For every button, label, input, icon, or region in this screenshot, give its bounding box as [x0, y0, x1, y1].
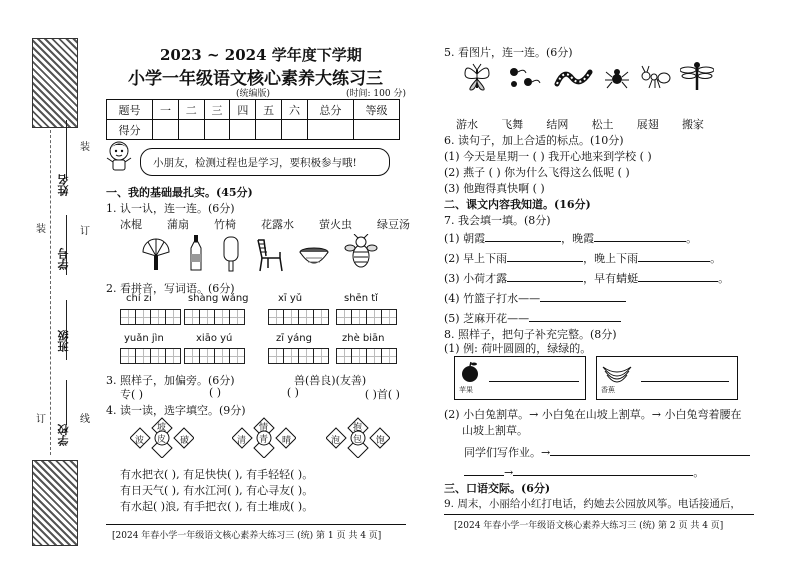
q2-grid-7[interactable]: [268, 348, 328, 367]
spider-icon: [604, 64, 630, 90]
q5-word: 展翅: [636, 118, 659, 131]
score-input-cell[interactable]: [256, 120, 282, 140]
score-input-cell[interactable]: [282, 120, 308, 140]
score-header-row: [107, 100, 400, 120]
score-input-cell[interactable]: [307, 120, 353, 140]
cluster-bao-center: 包: [353, 435, 363, 445]
q7-line-4: [444, 290, 764, 306]
score-cell: 题号: [107, 100, 153, 120]
seal-char-3: 线: [80, 414, 90, 425]
q5-word: 游水: [456, 118, 478, 131]
q2-grid-3[interactable]: [268, 309, 328, 328]
score-cell: 六: [282, 100, 308, 120]
tadpoles-icon: [506, 66, 542, 90]
q2-pinyin-1: chí zi: [126, 293, 152, 304]
q8-2-line-b: 山坡上割草。: [462, 424, 528, 437]
q2-pinyin-7: zī yáng: [276, 333, 312, 344]
binding-hatch-bottom: [32, 460, 78, 546]
q7-prompt: (4) 竹篮子打水——: [444, 292, 541, 305]
q2-pinyin-6: xiāo yú: [196, 333, 233, 344]
q7-blank[interactable]: [507, 281, 583, 282]
q8-2-blank[interactable]: [550, 455, 750, 456]
dragonfly-icon: [680, 60, 714, 92]
q8-apple-blank[interactable]: [489, 381, 579, 382]
cluster-bao-right: 饱: [376, 436, 386, 446]
q7-blank[interactable]: [485, 241, 561, 242]
q2-pinyin-2: shàng wǎng: [188, 293, 249, 304]
q8-2-blank[interactable]: [513, 475, 693, 476]
cluster-qing-center: 青: [259, 435, 269, 445]
binding-dashed-line: [50, 130, 51, 455]
q5-word: 结网: [546, 118, 569, 131]
q7-blank[interactable]: [638, 281, 718, 282]
apple-label: 苹果: [459, 386, 473, 394]
q1-word: 绿豆汤: [377, 218, 410, 231]
q1-word: 萤火虫: [319, 218, 352, 231]
time-note: (时间: 100 分): [346, 89, 406, 99]
q3-title: 3. 照样子，加偏旁。(6分): [106, 374, 235, 387]
q8-example: (1) 例: 荷叶圆圆的，绿绿的。: [444, 342, 592, 355]
q2-grid-5[interactable]: [120, 348, 180, 367]
q4-row-2[interactable]: 有日天气( ), 有水江河( ), 有心寻友( )。: [120, 484, 314, 497]
score-input-cell[interactable]: [353, 120, 399, 140]
cluster-pi-right: 破: [180, 436, 190, 446]
q4-title: 4. 读一读，选字填空。(9分): [106, 404, 246, 417]
right-footer: [2024 年春小学一年级语文核心素养大练习三 (统) 第 2 页 共 4 页]: [454, 521, 724, 531]
q7-blank[interactable]: [594, 241, 686, 242]
q7-line-2: (2) 早上下雨 ，晚上下雨 。: [444, 252, 722, 265]
butterfly-icon: [462, 62, 492, 92]
cluster-bao-left: 泡: [331, 436, 341, 446]
score-input-cell[interactable]: [204, 120, 230, 140]
q3-item[interactable]: 专( ): [120, 388, 144, 401]
q7-prompt: (5) 芝麻开花——: [444, 312, 530, 325]
q8-2-line-c: [464, 444, 750, 460]
cluster-pi-left: 波: [135, 436, 145, 446]
fan-icon: [140, 236, 172, 272]
score-input-cell[interactable]: [178, 120, 204, 140]
q2-grid-2[interactable]: [184, 309, 244, 328]
bowl-icon: [298, 244, 330, 268]
q5-words: [456, 116, 704, 132]
school-line: [66, 380, 67, 425]
q3-row: [120, 386, 400, 402]
q7-prompt: ，晚霞: [561, 232, 595, 245]
q1-word: 竹椅: [214, 218, 236, 231]
cluster-qing-right: 晴: [282, 436, 292, 446]
q2-pinyin-5: yuǎn jìn: [124, 333, 164, 344]
q7-blank[interactable]: [507, 261, 583, 262]
q3-example: 兽(兽良)(友善): [294, 374, 367, 387]
q2-pinyin-3: xī yǔ: [278, 293, 303, 304]
left-footer: [2024 年春小学一年级语文核心素养大练习三 (统) 第 1 页 共 4 页]: [112, 531, 382, 541]
q7-blank[interactable]: [638, 261, 710, 262]
side-school-label: 学校: [57, 424, 70, 446]
q7-prompt: (1) 朝霞: [444, 232, 486, 245]
q8-2-line-a: (2) 小白兔割草。→ 小白兔在山坡上割草。→ 小白兔弯着腰在: [444, 408, 742, 421]
chair-icon: [254, 238, 284, 272]
intro-text: 小朋友，检测过程也是学习，要积极参与哦!: [153, 157, 357, 169]
q2-pinyin-8: zhè biān: [342, 333, 385, 344]
seal-char-1: 装: [80, 142, 90, 153]
q3-item[interactable]: ( )首( ): [364, 388, 400, 401]
apple-icon: [459, 361, 481, 383]
edition-label: (统编版): [236, 89, 271, 99]
side-name-label: 姓名: [57, 174, 70, 196]
score-cell: 总分: [307, 100, 353, 120]
q8-apple-box: [454, 356, 586, 400]
q2-pinyin-4: shēn tǐ: [344, 293, 378, 304]
cluster-qing-left: 清: [237, 436, 247, 446]
main-title: 小学一年级语文核心素养大练习三: [128, 69, 383, 89]
q6-item-1[interactable]: (1) 今天是星期一 ( ) 我开心地来到学校 ( ): [444, 150, 652, 163]
side-class-label: 班级: [57, 330, 70, 352]
q7-line-1: (1) 朝霞 ，晚霞 。: [444, 232, 698, 245]
q2-grid-8[interactable]: [336, 348, 396, 367]
ant-icon: [640, 64, 672, 90]
left-footer-rule: [106, 524, 406, 525]
q8-banana-box: [596, 356, 738, 400]
q8-banana-blank[interactable]: [641, 381, 729, 382]
q2-grid-4[interactable]: [336, 309, 396, 328]
q2-grid-6[interactable]: [184, 348, 244, 367]
cluster-bao-top: 抱: [353, 423, 363, 433]
q5-word: 搬家: [681, 118, 704, 131]
q7-blank[interactable]: [529, 321, 621, 322]
binding-hatch-top: [32, 38, 78, 128]
section-3-title: 三、口语交际。(6分): [444, 482, 551, 495]
q2-title: 2. 看拼音，写词语。(6分): [106, 282, 235, 295]
q7-title: 7. 我会填一填。(8分): [444, 214, 551, 227]
banana-label: 香蕉: [601, 386, 615, 394]
section-1-title: 一、我的基础最扎实。(45分): [106, 186, 253, 199]
q9-text: 9. 周末，小丽给小红打电话，约她去公园放风筝。电话接通后，: [444, 498, 741, 510]
q1-title: 1. 认一认，连一连。(6分): [106, 202, 235, 215]
cluster-qing-top: 情: [259, 423, 269, 433]
q1-word: 花露水: [261, 218, 294, 231]
q1-word: 冰棍: [120, 218, 142, 231]
seal-char-4: 装: [36, 224, 46, 235]
banana-icon: [601, 361, 633, 383]
q1-word: 蒲扇: [167, 218, 189, 231]
cluster-pi-center: 皮: [157, 435, 167, 445]
cluster-pi-top: 坡: [157, 423, 167, 433]
score-cell: 三: [204, 100, 230, 120]
score-input-cell[interactable]: [230, 120, 256, 140]
q7-prompt: (3) 小荷才露: [444, 272, 508, 285]
seal-char-5: 订: [36, 414, 46, 425]
q3-item[interactable]: ( ): [286, 386, 299, 399]
child-mascot-icon: [104, 140, 134, 176]
score-cell: 五: [256, 100, 282, 120]
intro-bubble: [140, 148, 390, 176]
popsicle-icon: [222, 236, 240, 272]
right-footer-rule: [444, 514, 754, 515]
q6-item-2[interactable]: (2) 燕子 ( ) 你为什么飞得这么低呢 ( ): [444, 166, 630, 179]
q2-grid-1[interactable]: [120, 309, 180, 328]
score-table: [106, 99, 400, 140]
q6-title: 6. 读句子，加上合适的标点。(10分): [444, 134, 624, 147]
q3-item[interactable]: ( ): [208, 386, 222, 399]
q7-prompt: ，早有蜻蜓: [583, 272, 639, 285]
q1-words: [120, 216, 410, 232]
bottle-icon: [188, 234, 204, 272]
q8-2-line-d: → 。: [464, 464, 704, 480]
name-line: [66, 120, 67, 180]
q4-row-1[interactable]: 有水把衣( ), 有足快快( ), 有手轻轻( )。: [120, 468, 314, 481]
earthworm-icon: [554, 64, 594, 90]
q5-word: 飞舞: [501, 118, 524, 131]
score-cell: 四: [230, 100, 256, 120]
q7-prompt: ，晚上下雨: [583, 252, 639, 265]
q8-title: 8. 照样子，把句子补充完整。(8分): [444, 328, 617, 341]
q5-title: 5. 看图片，连一连。(6分): [444, 46, 573, 59]
q7-line-3: (3) 小荷才露 ，早有蜻蜓 。: [444, 272, 730, 285]
q8-2-prompt: 同学们写作业。→: [464, 446, 551, 459]
year-title: 2023 ~ 2024 学年度下学期: [160, 46, 362, 64]
q7-blank[interactable]: [540, 301, 626, 302]
q8-2-arrow: →: [504, 466, 514, 479]
score-cell: 等级: [353, 100, 399, 120]
q5-word: 松土: [591, 118, 614, 131]
side-number-label: 学号: [57, 248, 70, 270]
firefly-icon: [344, 234, 378, 270]
seal-char-2: 订: [80, 226, 90, 237]
section-2-title: 二、课文内容我知道。(16分): [444, 198, 591, 211]
q6-item-3[interactable]: (3) 他跑得真快啊 ( ): [444, 182, 545, 195]
score-cell: 二: [178, 100, 204, 120]
score-cell: 一: [153, 100, 179, 120]
q8-2-blank[interactable]: [464, 475, 504, 476]
score-input-cell[interactable]: [153, 120, 179, 140]
q4-row-3[interactable]: 有水起( )浪, 有手把衣( ), 有土堆成( )。: [120, 500, 314, 513]
score-value-row: [107, 120, 400, 140]
q7-line-5: [444, 310, 764, 326]
score-cell: 得分: [107, 120, 153, 140]
q7-prompt: (2) 早上下雨: [444, 252, 508, 265]
